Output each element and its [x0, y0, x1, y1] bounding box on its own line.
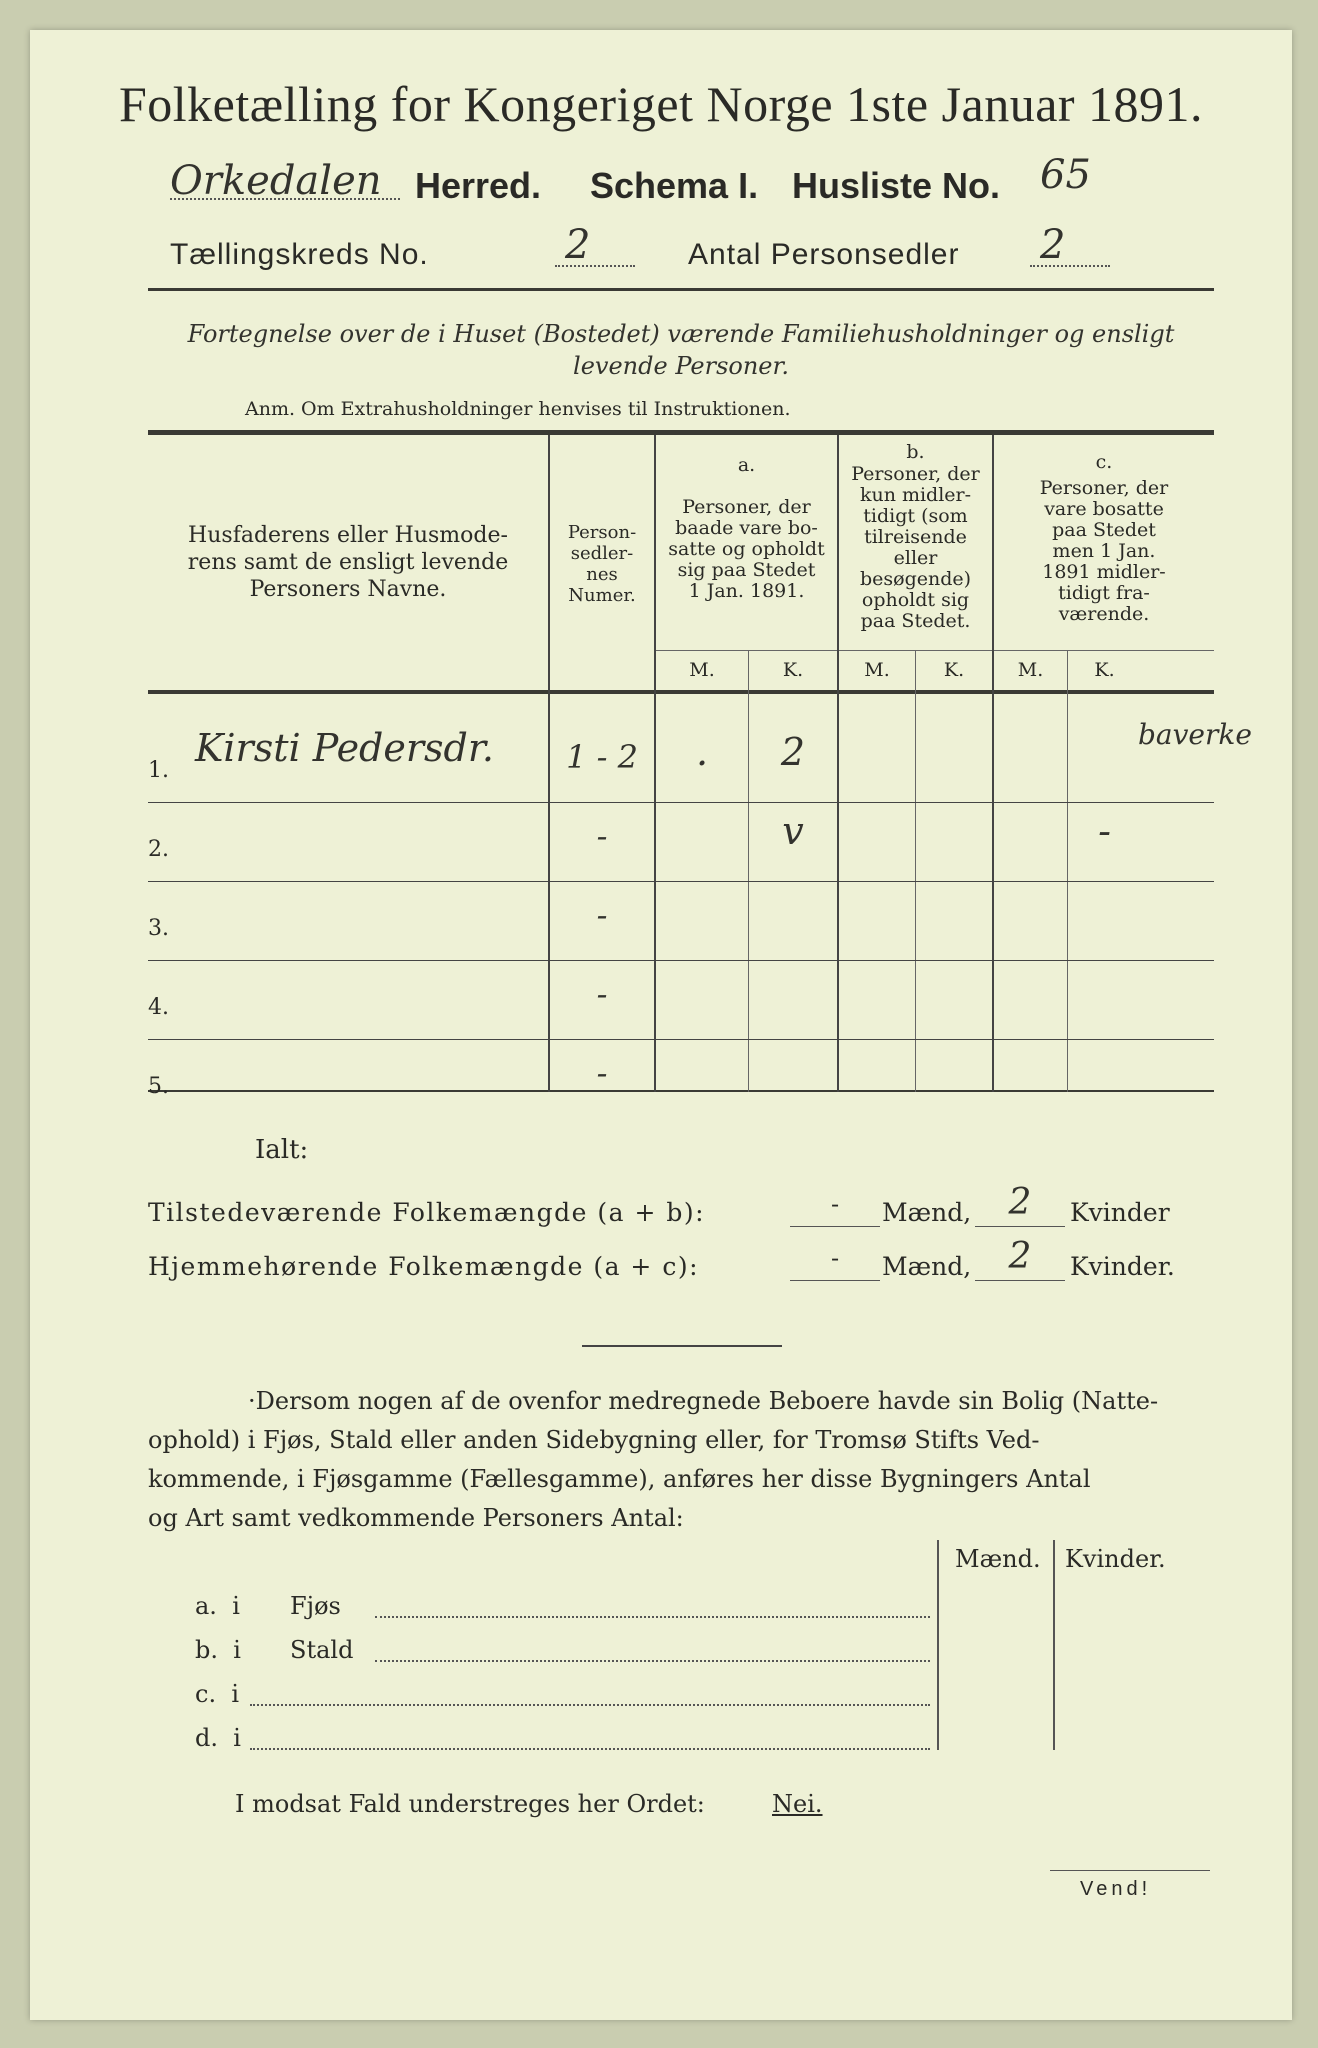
c-text-line: paa Stedet	[1052, 519, 1156, 541]
tilstede-maend-label: Mænd,	[882, 1198, 972, 1227]
bolig-line-2: ophold) i Fjøs, Stald eller anden Sidebygning eller, for Tromsø Stifts Ved-	[148, 1426, 1040, 1454]
modsat-text: I modsat Fald understreges her Ordet:	[235, 1790, 705, 1818]
bolig-line-4: og Art samt vedkommende Personers Antal:	[148, 1504, 684, 1532]
bolig-item-letter: d. i	[195, 1724, 241, 1752]
c-text-line: Personer, der	[1039, 477, 1169, 499]
b-m-header: M.	[864, 659, 890, 681]
row-line	[148, 960, 548, 961]
b-k-header: K.	[943, 659, 965, 681]
c-text-line: tidigt fra-	[1058, 582, 1150, 604]
col-divider-b-mk	[915, 650, 916, 1092]
bolig-item-dotline	[250, 1748, 930, 1750]
bolig-line-1: ·Dersom nogen af de ovenfor medregnede Beboere havde sin Bolig (Natte-	[248, 1387, 1159, 1415]
census-form-page	[30, 30, 1292, 2020]
bolig-item-dotline	[375, 1660, 930, 1662]
a-text-line: satte og opholdt	[668, 538, 825, 560]
row-personseddel-num: 1 - 2	[566, 738, 638, 776]
antal-dotline	[1030, 265, 1110, 267]
b-text-line: besøgende)	[859, 568, 972, 590]
row-personseddel-num: -	[596, 817, 608, 855]
hjemme-kvinder-line	[975, 1280, 1065, 1281]
tilstede-kvinder-label: Kvinder	[1070, 1198, 1170, 1227]
bolig-divider-1	[937, 1540, 939, 1750]
tilstede-maend-value: -	[830, 1190, 840, 1218]
row-line	[550, 1039, 654, 1040]
col-divider-a-mk	[748, 650, 749, 1092]
c-m-header: M.	[1017, 659, 1044, 681]
c-text-line: 1891 midler-	[1042, 561, 1166, 583]
col-names-line-3: Personers Navne.	[249, 577, 447, 602]
kreds-label: Tællingskreds No.	[170, 238, 429, 271]
b-text-line: tilreisende	[864, 526, 967, 548]
nei-word: Nei.	[772, 1790, 823, 1818]
row-personseddel-num: -	[596, 975, 608, 1013]
vend-text: Vend!	[1080, 1878, 1152, 1900]
bolig-line-3: kommende, i Fjøsgamme (Fællesgamme), anføres her disse Bygningers Antal	[148, 1465, 1091, 1493]
b-text-line: opholdt sig	[861, 589, 970, 611]
col-num-header	[550, 522, 654, 606]
hjemme-maend-value: -	[830, 1244, 840, 1272]
col-b-letter: b.	[906, 441, 925, 463]
separator-rule	[582, 1345, 782, 1347]
row-name: Kirsti Pedersdr.	[195, 726, 494, 770]
tilstede-label: Tilstedeværende Folkemængde (a + b):	[148, 1198, 706, 1227]
hjemme-kvinder-label: Kvinder.	[1070, 1252, 1175, 1281]
b-text-line: paa Stedet.	[860, 610, 971, 632]
husliste-label: Husliste No.	[792, 165, 1001, 206]
c-subheader-line	[994, 650, 1214, 651]
row-note: baverke	[1138, 718, 1252, 751]
b-text-line: kun midler-	[859, 484, 972, 506]
hjemme-label: Hjemmehørende Folkemængde (a + c):	[148, 1252, 699, 1281]
a-m-header: M.	[689, 659, 715, 681]
col-num-line-3: nes	[586, 564, 618, 585]
a-text-line: 1 Jan. 1891.	[688, 580, 805, 602]
a-k-header: K.	[782, 659, 804, 681]
row-line	[550, 960, 654, 961]
c-k-header: K.	[1094, 659, 1115, 681]
col-divider-c-mk	[1067, 650, 1068, 1092]
schema-label: Schema I.	[590, 165, 759, 206]
row-personseddel-num: -	[596, 1054, 608, 1092]
bolig-divider-2	[1053, 1540, 1055, 1750]
bolig-kvinder-header: Kvinder.	[1065, 1545, 1166, 1573]
a-text-line: sig paa Stedet	[677, 559, 816, 581]
row-number: 5.	[148, 1074, 169, 1099]
row-line	[550, 802, 654, 803]
row-number: 4.	[148, 995, 169, 1020]
bolig-item-label: Stald	[290, 1636, 354, 1664]
row-personseddel-num: -	[596, 896, 608, 934]
intro-line-2: levende Personer.	[573, 352, 789, 380]
bolig-paragraph	[148, 1382, 1214, 1538]
tilstede-kvinder-value: 2	[1008, 1182, 1032, 1223]
tilstede-kvinder-line	[975, 1226, 1065, 1227]
herred-value: Orkedalen	[170, 158, 382, 204]
b-text-line: eller	[893, 547, 938, 569]
table-bottom-rule	[148, 1090, 1214, 1092]
a-text-line: Personer, der	[682, 496, 811, 518]
antal-value: 2	[1040, 222, 1066, 268]
c-text-line: men 1 Jan.	[1052, 540, 1156, 562]
a-subheader-line	[656, 650, 837, 651]
kreds-value: 2	[565, 222, 591, 268]
bolig-item-letter: a. i	[195, 1592, 240, 1620]
bolig-item-dotline	[375, 1616, 930, 1618]
row-cell-ak: 2	[780, 730, 806, 774]
col-names-header	[148, 522, 548, 603]
header-rule	[148, 288, 1214, 291]
col-names-line-2: rens samt de ensligt levende	[187, 550, 509, 575]
col-c-header	[994, 478, 1214, 625]
vend-rule	[1050, 1870, 1210, 1871]
bolig-item-dotline	[250, 1704, 930, 1706]
col-a-letter: a.	[737, 454, 756, 476]
row-line	[656, 960, 1214, 961]
col-num-line-4: Numer.	[568, 585, 636, 606]
row-line	[148, 881, 548, 882]
row-line	[656, 881, 1214, 882]
bolig-item-label: Fjøs	[290, 1592, 341, 1620]
bolig-item-letter: b. i	[195, 1636, 241, 1664]
bolig-maend-header: Mænd.	[955, 1545, 1041, 1573]
b-text-line: tidigt (som	[863, 505, 968, 527]
form-title: Folketælling for Kongeriget Norge 1ste Januar 1891.	[118, 76, 1204, 132]
c-text-line: vare bosatte	[1044, 498, 1164, 520]
kreds-dotline	[555, 265, 635, 267]
col-c-letter: c.	[1095, 451, 1113, 473]
table-top-rule	[148, 430, 1214, 435]
row-number: 2.	[148, 837, 169, 862]
hjemme-maend-line	[790, 1280, 880, 1281]
c-text-line: værende.	[1058, 603, 1150, 625]
col-num-line-1: Person-	[567, 522, 637, 543]
table-header-bottom-rule	[148, 690, 1214, 694]
ialt-label: Ialt:	[255, 1135, 309, 1165]
row-cell-ck: -	[1098, 809, 1111, 853]
b-text-line: Personer, der	[851, 463, 980, 485]
row-number: 3.	[148, 916, 169, 941]
antal-label: Antal Personsedler	[688, 238, 960, 271]
row-line	[656, 1039, 1214, 1040]
bolig-item-letter: c. i	[195, 1680, 240, 1708]
herred-label: Herred.	[415, 165, 542, 206]
row-line	[148, 802, 548, 803]
b-subheader-line	[839, 650, 992, 651]
row-cell-am: .	[695, 730, 709, 774]
row-line	[148, 1039, 548, 1040]
a-text-line: baade vare bo-	[675, 517, 818, 539]
col-num-line-2: sedler-	[570, 543, 634, 564]
tilstede-maend-line	[790, 1226, 880, 1227]
row-line	[550, 881, 654, 882]
col-b-header	[839, 464, 992, 632]
col-names-line-1: Husfaderens eller Husmode-	[188, 523, 508, 548]
row-line	[656, 802, 1214, 803]
hjemme-maend-label: Mænd,	[882, 1252, 972, 1281]
husliste-value: 65	[1040, 152, 1091, 198]
col-a-header	[656, 497, 837, 602]
row-cell-ak: v	[782, 809, 804, 853]
herred-dotline	[170, 198, 400, 200]
row-number: 1.	[148, 758, 169, 783]
anm-note: Anm. Om Extrahusholdninger henvises til Instruktionen.	[245, 398, 791, 420]
hjemme-kvinder-value: 2	[1008, 1236, 1032, 1277]
intro-line-1: Fortegnelse over de i Huset (Bostedet) værende Familiehusholdninger og ensligt	[187, 320, 1175, 348]
